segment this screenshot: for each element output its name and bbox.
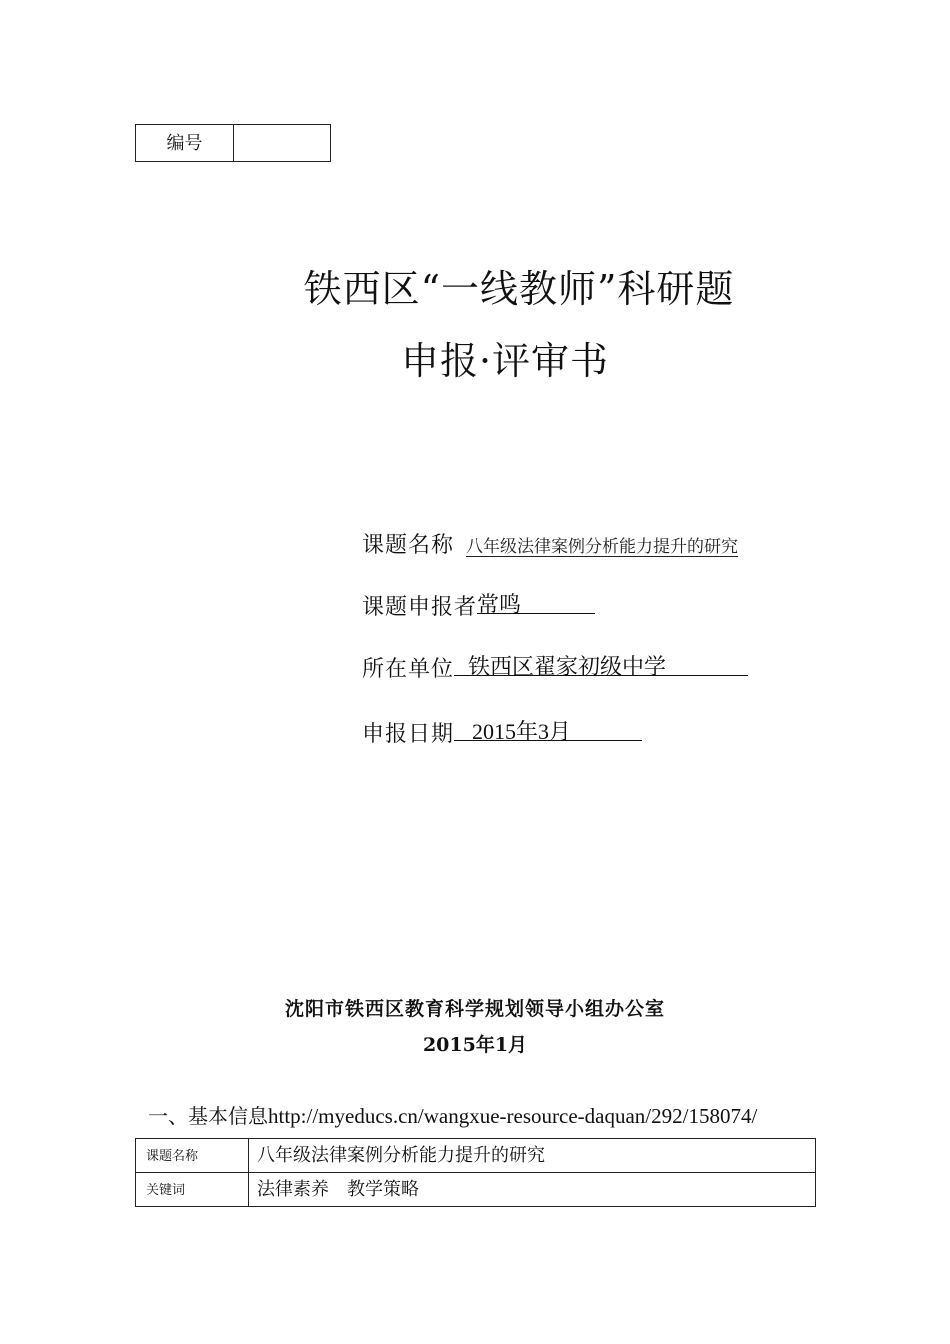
issue-date: 2015年1月 bbox=[422, 1034, 528, 1056]
field-date bbox=[362, 717, 642, 748]
field-project-name bbox=[362, 528, 738, 559]
section-basic-info bbox=[148, 1100, 757, 1129]
field-applicant-value: 常鸣 bbox=[477, 593, 522, 618]
document-title-line2: 申报·评审书 bbox=[400, 339, 610, 383]
field-applicant-label: 课题申报者 bbox=[362, 595, 478, 620]
field-date-value: 2015年3月 bbox=[472, 719, 572, 744]
section-url: http://myeducs.cn/wangxue-resource-daquan/292/158074/ bbox=[268, 1104, 758, 1128]
field-date-label: 申报日期 bbox=[362, 722, 455, 747]
table-row bbox=[136, 1173, 816, 1207]
code-number-value bbox=[234, 125, 330, 161]
field-unit-label: 所在单位 bbox=[362, 657, 455, 682]
table-key-keywords: 关键词 bbox=[136, 1173, 249, 1207]
document-title-line1: 铁西区“一线教师”科研题 bbox=[303, 267, 735, 311]
field-project-name-value: 八年级法律案例分析能力提升的研究 bbox=[466, 537, 739, 557]
field-project-name-label: 课题名称 bbox=[362, 533, 455, 558]
field-unit bbox=[362, 652, 748, 683]
basic-info-table bbox=[135, 1138, 816, 1207]
code-number-label: 编号 bbox=[136, 125, 234, 161]
code-number-box bbox=[135, 124, 331, 162]
table-value-project-name: 八年级法律案例分析能力提升的研究 bbox=[249, 1139, 816, 1173]
field-unit-value: 铁西区翟家初级中学 bbox=[468, 655, 667, 680]
table-key-project-name: 课题名称 bbox=[136, 1139, 249, 1173]
issuing-office: 沈阳市铁西区教育科学规划领导小组办公室 bbox=[284, 998, 665, 1020]
table-row bbox=[136, 1139, 816, 1173]
section-heading: 一、基本信息 bbox=[148, 1104, 268, 1128]
table-value-keywords: 法律素养 教学策略 bbox=[249, 1173, 816, 1207]
field-applicant bbox=[362, 590, 595, 621]
